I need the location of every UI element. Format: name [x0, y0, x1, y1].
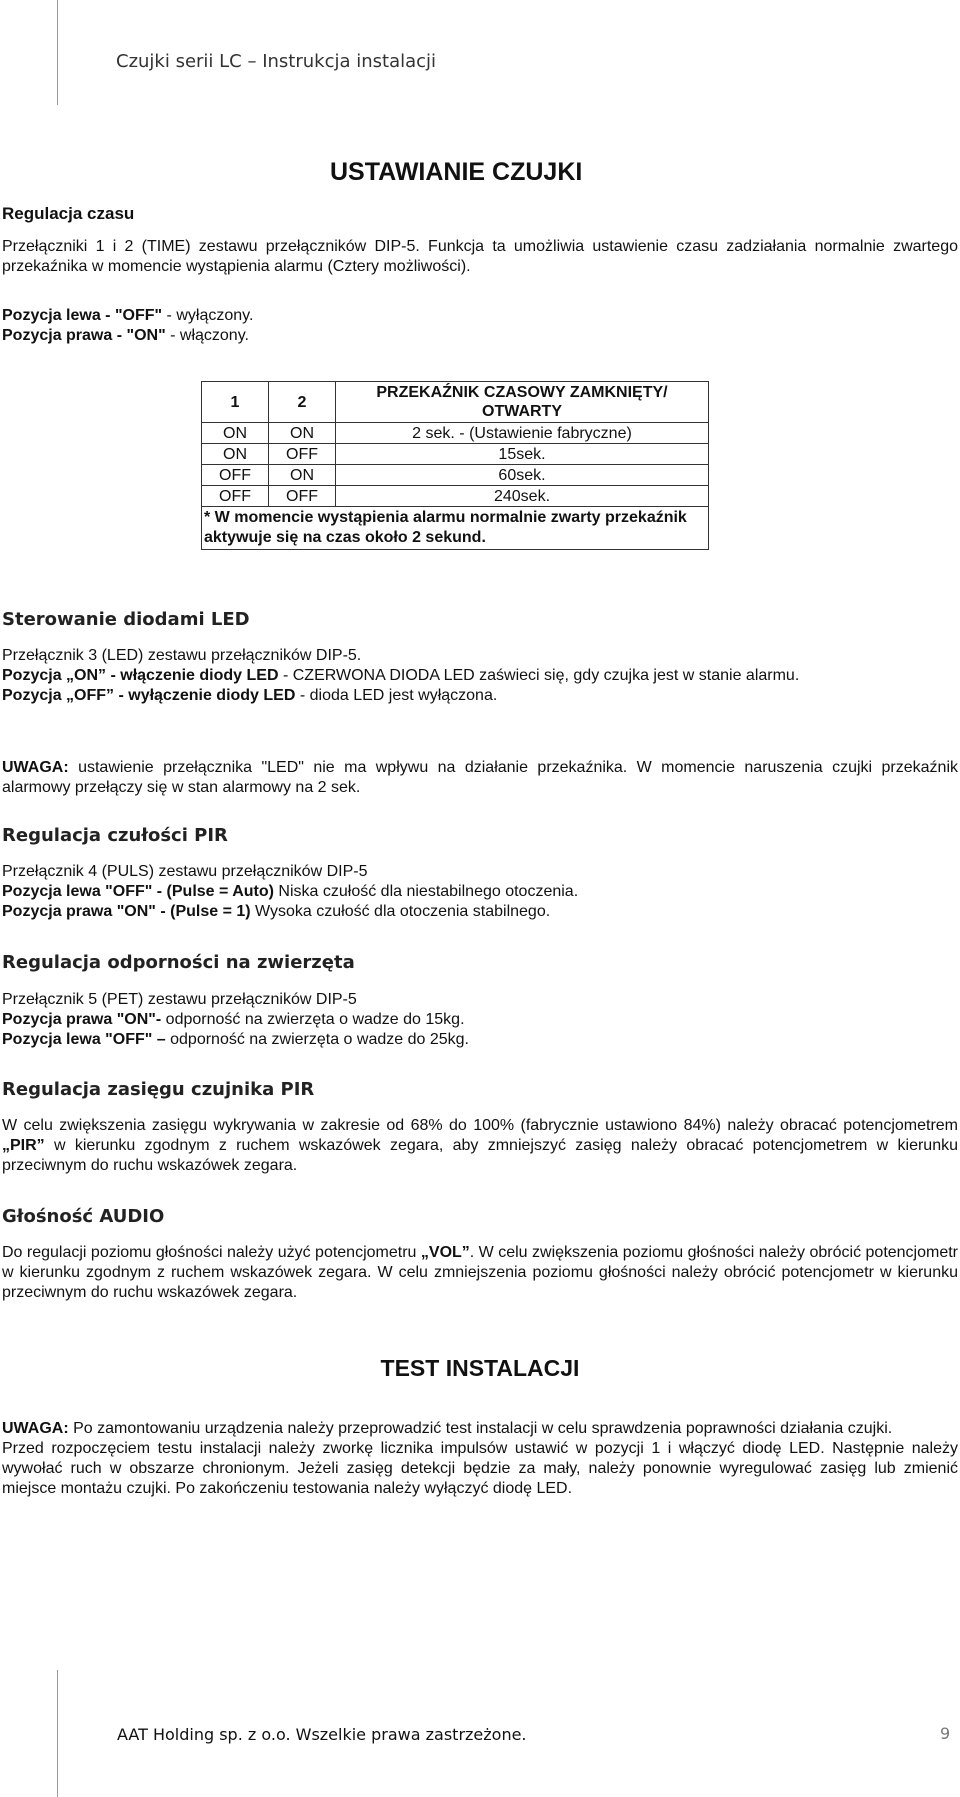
- table-cell: OFF: [269, 486, 336, 507]
- audio-text: Do regulacji poziomu głośności należy użyć potencjometru „VOL”. W celu zwiększenia poziomu głośności należy obrócić potencjometr w kierunku zgodnym z ruchem wskazówek zegara. W celu zmniejszenia poziomu głośności należy obrócić potencjometr w kierunku przeciwnym do ruchu wskazówek zegara.: [2, 1244, 959, 1301]
- time-table: [201, 381, 709, 550]
- table-cell: ON: [202, 444, 269, 465]
- time-intro: [2, 237, 958, 277]
- pir-left-line: Pozycja lewa "OFF" - (Pulse = Auto) Niska czułość dla niestabilnego otoczenia.: [2, 883, 579, 900]
- table-header-row: [202, 382, 709, 423]
- table-cell: OFF: [202, 465, 269, 486]
- table-row: [202, 423, 709, 444]
- pet-right-line: Pozycja prawa "ON"- odporność na zwierzęta o wadze do 15kg.: [2, 1011, 465, 1028]
- led-line1: Przełącznik 3 (LED) zestawu przełączników DIP-5.: [2, 647, 362, 664]
- range-heading: Regulacja zasięgu czujnika PIR: [2, 1079, 315, 1100]
- led-section: [2, 610, 958, 630]
- audio-section: [2, 1207, 958, 1227]
- table-cell: ON: [269, 423, 336, 444]
- audio-body: [2, 1243, 958, 1303]
- audio-heading: Głośność AUDIO: [2, 1206, 165, 1227]
- time-section: [2, 204, 958, 224]
- time-intro-text: Przełączniki 1 i 2 (TIME) zestawu przełączników DIP-5. Funkcja ta umożliwia ustawienie czasu zadziałania normalnie zwartego przekaźnika w momencie wystąpienia alarmu (Cztery możliwości).: [2, 238, 958, 275]
- table-note-row: [202, 507, 709, 550]
- pir-line1: Przełącznik 4 (PULS) zestawu przełączników DIP-5: [2, 863, 368, 880]
- time-left-line: Pozycja lewa - "OFF" - wyłączony.: [2, 307, 254, 324]
- footer-divider-line: [57, 1670, 58, 1797]
- table-cell: OFF: [202, 486, 269, 507]
- test-procedure-text: Przed rozpoczęciem testu instalacji należy zworkę licznika impulsów ustawić w pozycji 1 i włączyć diodę LED. Następnie należy wywołać ruch w obszarze chronionym. Jeżeli zasięg detekcji będzie za mały, należy ponownie wyregulować zasięg lub zmienić miejsce montażu czujki. Po zakończeniu testowania należy wyłączyć diodę LED.: [2, 1440, 958, 1497]
- table-row: [202, 444, 709, 465]
- table-row: [202, 486, 709, 507]
- pir-body: [2, 862, 958, 922]
- table-cell: 2 sek. - (Ustawienie fabryczne): [336, 423, 709, 444]
- table-header-col2: 2: [269, 382, 336, 423]
- table-cell: 15sek.: [336, 444, 709, 465]
- table-cell: OFF: [269, 444, 336, 465]
- test-title: TEST INSTALACJI: [380, 1355, 580, 1381]
- pet-left-line: Pozycja lewa "OFF" – odporność na zwierzęta o wadze do 25kg.: [2, 1031, 469, 1048]
- test-warning-text: UWAGA: Po zamontowaniu urządzenia należy przeprowadzić test instalacji w celu sprawdzenia poprawności działania czujki.: [2, 1420, 893, 1437]
- pet-section: [2, 953, 958, 973]
- led-warning-text: UWAGA: ustawienie przełącznika "LED" nie ma wpływu na działanie przekaźnika. W momencie naruszenia czujki przekaźnik alarmowy przełączy się w stan alarmowy na 2 sek.: [2, 759, 958, 796]
- table-header-col3: PRZEKAŹNIK CZASOWY ZAMKNIĘTY/ OTWARTY: [336, 382, 709, 423]
- header-divider-line: [57, 0, 58, 105]
- led-warning: [2, 758, 958, 798]
- table-cell: 60sek.: [336, 465, 709, 486]
- test-body: [2, 1419, 958, 1499]
- table-header-col1: 1: [202, 382, 269, 423]
- pet-line1: Przełącznik 5 (PET) zestawu przełączników DIP-5: [2, 991, 357, 1008]
- time-positions: [2, 306, 958, 346]
- led-on-line: Pozycja „ON” - włączenie diody LED - CZERWONA DIODA LED zaświeci się, gdy czujka jest w stanie alarmu.: [2, 667, 800, 684]
- page-number: 9: [940, 1724, 951, 1743]
- pet-body: [2, 990, 958, 1050]
- led-off-line: Pozycja „OFF” - wyłączenie diody LED - dioda LED jest wyłączona.: [2, 687, 498, 704]
- time-heading: Regulacja czasu: [2, 204, 135, 223]
- pir-right-line: Pozycja prawa "ON" - (Pulse = 1) Wysoka czułość dla otoczenia stabilnego.: [2, 903, 551, 920]
- range-body: [2, 1116, 958, 1176]
- led-body: [2, 646, 958, 706]
- main-title: USTAWIANIE CZUJKI: [330, 158, 583, 186]
- pir-heading: Regulacja czułości PIR: [2, 825, 228, 846]
- pir-section: [2, 826, 958, 846]
- pet-heading: Regulacja odporności na zwierzęta: [2, 952, 355, 973]
- table-cell: ON: [202, 423, 269, 444]
- range-section: [2, 1080, 958, 1100]
- table-row: [202, 465, 709, 486]
- footer-company: AAT Holding sp. z o.o. Wszelkie prawa zastrzeżone.: [117, 1725, 527, 1744]
- table-cell: ON: [269, 465, 336, 486]
- time-right-line: Pozycja prawa - "ON" - włączony.: [2, 327, 249, 344]
- table-note: * W momencie wystąpienia alarmu normalnie zwarty przekaźnik aktywuje się na czas około 2 sekund.: [202, 507, 709, 550]
- table-cell: 240sek.: [336, 486, 709, 507]
- led-heading: Sterowanie diodami LED: [2, 609, 250, 630]
- range-text: W celu zwiększenia zasięgu wykrywania w zakresie od 68% do 100% (fabrycznie ustawiono 84%) należy obracać potencjometrem „PIR” w kierunku zgodnym z ruchem wskazówek zegara, aby zmniejszyć zasięg należy obracać potencjometrem w kierunku przeciwnym do ruchu wskazówek zegara.: [2, 1117, 958, 1174]
- header-title: Czujki serii LC – Instrukcja instalacji: [116, 51, 437, 72]
